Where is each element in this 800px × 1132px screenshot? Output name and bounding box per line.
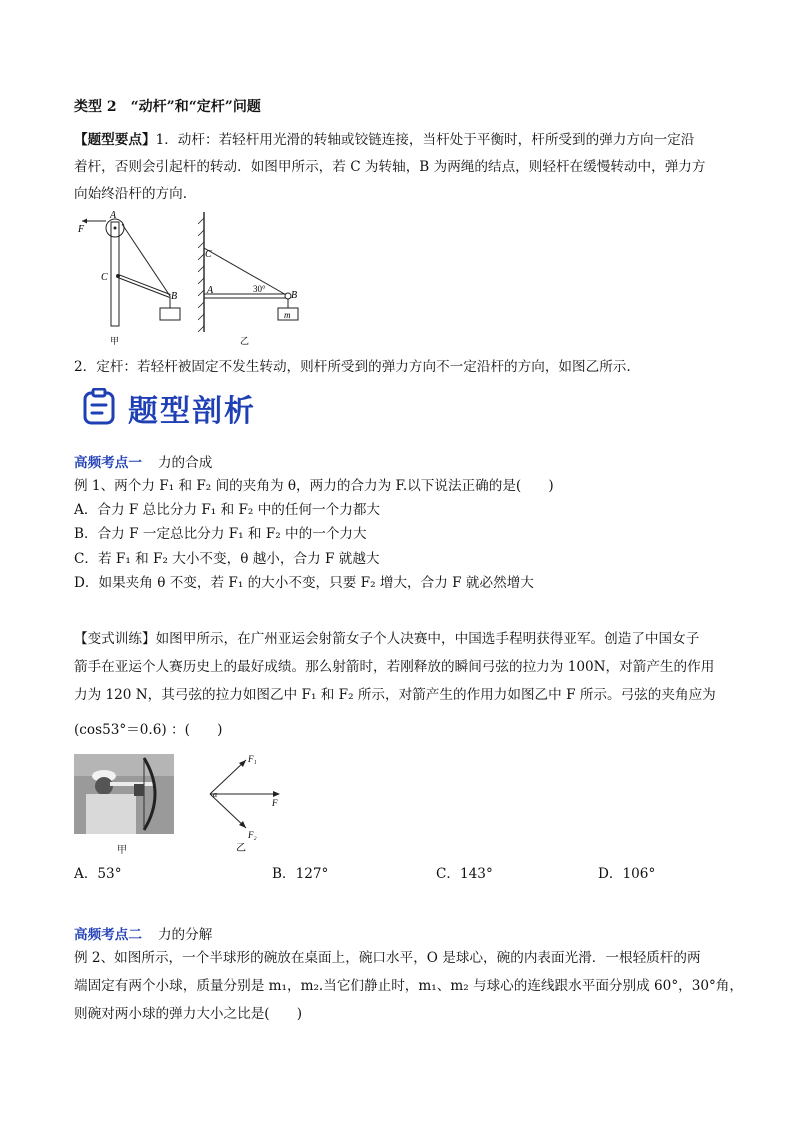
training-option-C: C．143°: [436, 866, 493, 882]
label-B: B: [291, 290, 298, 301]
training-line-1: 【变式训练】如图甲所示，在广州亚运会射箭女子个人决赛中，中国选手程明获得亚军。创造了中国女子: [74, 631, 700, 647]
example2-line-2: 端固定有两个小球，质量分别是 m₁，m₂.当它们静止时，m₁、m₂ 与球心的连线跟水平面分别成 60°，30°角，: [74, 978, 743, 994]
rope-CB: [204, 248, 288, 296]
section-title: 题型剖析: [128, 394, 256, 429]
training-option-B: B．127°: [272, 866, 329, 882]
option-D: D．如果夹角 θ 不变，若 F₁ 的大小不变，只要 F₂ 增大，合力 F 就必然增大: [74, 575, 534, 591]
option-B: B．合力 F 一定总比分力 F₁ 和 F₂ 中的一个力大: [74, 526, 367, 542]
wall-hatching: [198, 218, 204, 332]
pole: [111, 222, 119, 326]
label-F: F: [272, 798, 278, 808]
label-F: F: [78, 224, 85, 235]
key-text-1: 1．动杆：若轻杆用光滑的转轴或铰链连接，当杆处于平衡时，杆所受到的弹力方向一定沿: [155, 132, 695, 148]
photo-caption: 甲: [117, 845, 127, 856]
force-F1: [210, 760, 246, 794]
document-icon: [82, 388, 118, 426]
pulley-axle: [114, 227, 117, 230]
label-C: C: [205, 249, 212, 260]
angle-label: 30°: [253, 284, 266, 294]
caption-yi: 乙: [240, 336, 250, 346]
training-option-A: A．53°: [74, 866, 122, 882]
point1-heading: [74, 453, 212, 473]
example2-line-3: 则碗对两小球的弹力大小之比是( ): [74, 1006, 303, 1022]
diagram-caption: 乙: [236, 843, 246, 854]
weight-box: [160, 308, 180, 320]
key-point-line-1: [74, 130, 694, 150]
label-B: B: [171, 291, 178, 302]
key-point-line-3: 向始终沿杆的方向.: [74, 186, 188, 202]
example1-question: 例 1、两个力 F₁ 和 F₂ 间的夹角为 θ，两力的合力为 F.以下说法正确的是( ): [74, 478, 554, 494]
mass-label: m: [284, 310, 291, 320]
point1-topic: 力的合成: [157, 455, 213, 471]
point2-title: 高频考点二: [74, 927, 142, 943]
force-diagram: [196, 748, 296, 858]
option-C: C．若 F₁ 和 F₂ 大小不变，θ 越小，合力 F 就越大: [74, 551, 380, 567]
key-point-line-2: 着杆，否则会引起杆的转动．如图甲所示，若 C 为转轴，B 为两绳的结点，则轻杆在缓慢转动中，弹力方: [74, 159, 706, 175]
point2-topic: 力的分解: [157, 927, 213, 943]
label-A: A: [110, 210, 117, 221]
hinge-C: [116, 274, 120, 278]
label-A: A: [207, 285, 214, 296]
label-alpha: α: [213, 790, 218, 799]
force-F2: [210, 794, 246, 828]
figure-fixed-rod: [192, 208, 312, 350]
training-line-2: 箭手在亚运个人赛历史上的最好成绩。那么射箭时，若刚释放的瞬间弓弦的拉力为 100N，对箭产生的作用: [74, 659, 715, 675]
example2-line-1: 例 2、如图所示，一个半球形的碗放在桌面上，碗口水平，O 是球心，碗的内表面光滑．一根轻质杆的两: [74, 950, 701, 966]
point2-heading: [74, 925, 212, 945]
caption-jia: 甲: [110, 336, 120, 346]
training-line-3: 力为 120 N，其弓弦的拉力如图乙中 F₁ 和 F₂ 所示，对箭产生的作用力如图乙中 F 所示。弓弦的夹角应为: [74, 687, 716, 703]
label-F2: F₂: [248, 830, 257, 840]
training-option-D: D．106°: [598, 866, 656, 882]
type2-title: 类型 2 “动杆”和“定杆”问题: [74, 99, 261, 115]
point1-title: 高频考点一: [74, 455, 142, 471]
training-line-4: (cos53°＝0.6) ：( ): [74, 722, 223, 738]
label-F1: F₁: [248, 754, 257, 764]
training-label: 【变式训练】: [74, 631, 156, 647]
label-C: C: [101, 272, 108, 283]
archer-photo: [74, 754, 174, 834]
option-A: A．合力 F 总比分力 F₁ 和 F₂ 中的任何一个力都大: [74, 502, 381, 518]
key-label: 【题型要点】: [74, 132, 156, 148]
fixed-rod: [204, 294, 286, 298]
key-point-line-4: 2．定杆：若轻杆被固定不发生转动，则杆所受到的弹力方向不一定沿杆的方向，如图乙所示.: [74, 359, 631, 375]
figure-movable-rod: [74, 208, 194, 350]
arrowhead: [82, 219, 87, 224]
